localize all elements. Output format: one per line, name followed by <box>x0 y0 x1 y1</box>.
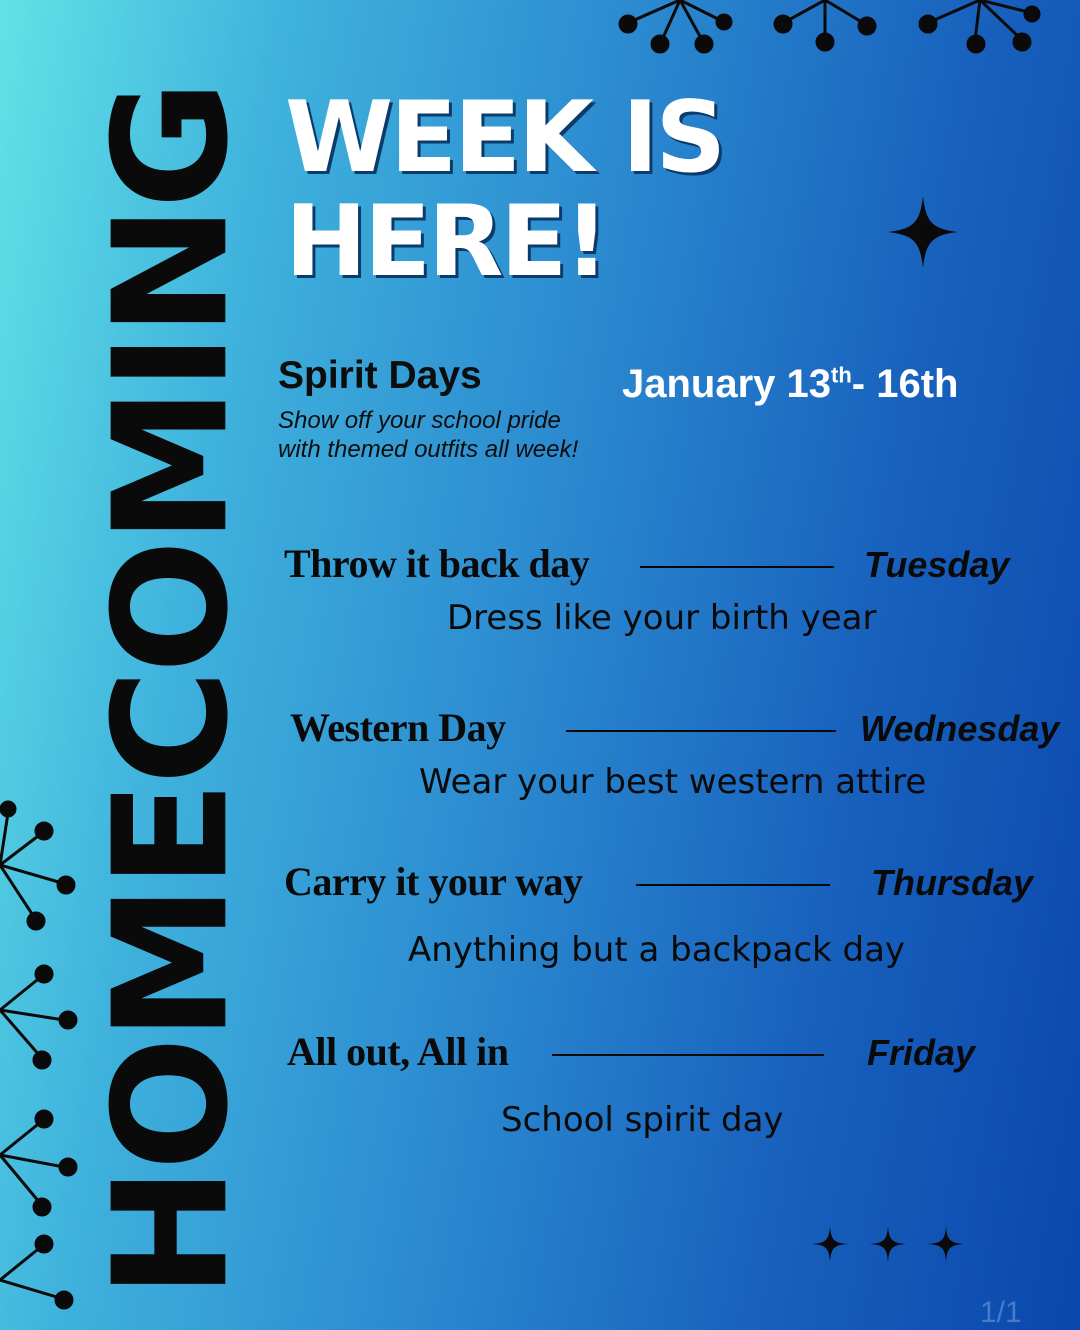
page-indicator: 1/1 <box>980 1296 1022 1329</box>
spirit-days-subtitle <box>278 406 638 464</box>
date-start: January 13 <box>622 362 832 406</box>
day-description: Dress like your birth year <box>447 598 877 638</box>
day-name: Carry it your way <box>284 859 583 904</box>
day-name: Western Day <box>290 705 506 750</box>
day-divider-line <box>552 1054 824 1056</box>
spirit-days-title: Spirit Days <box>278 354 482 397</box>
day-description: Wear your best western attire <box>419 762 927 802</box>
event-date <box>622 362 958 407</box>
date-start-suffix: th <box>831 362 852 388</box>
spirit-subtitle-line-1: Show off your school pride <box>278 407 561 434</box>
day-description: Anything but a backpack day <box>408 930 906 970</box>
day-row-wednesday <box>0 704 1080 834</box>
starburst-decoration-icon <box>600 0 1080 60</box>
day-divider-line <box>640 566 834 568</box>
day-weekday: Thursday <box>871 862 1034 903</box>
day-description: School spirit day <box>501 1100 784 1140</box>
day-divider-line <box>636 884 830 886</box>
day-weekday: Tuesday <box>864 544 1010 585</box>
day-row-thursday <box>0 858 1080 988</box>
day-name: All out, All in <box>287 1029 509 1074</box>
spirit-subtitle-line-2: with themed outfits all week! <box>278 436 579 463</box>
day-row-tuesday <box>0 540 1080 670</box>
day-weekday: Wednesday <box>860 708 1060 749</box>
four-point-star-icon <box>888 196 958 268</box>
date-rest: - 16th <box>851 362 959 406</box>
day-row-friday <box>0 1028 1080 1158</box>
vertical-title: HOMECOMING <box>80 83 264 1299</box>
headline-line-2: HERE! <box>285 185 607 299</box>
headline <box>285 81 724 299</box>
day-weekday: Friday <box>867 1032 976 1073</box>
day-divider-line <box>566 730 836 732</box>
sparkle-icon <box>810 1222 970 1266</box>
day-name: Throw it back day <box>284 541 590 586</box>
headline-line-1: WEEK IS <box>285 81 724 195</box>
